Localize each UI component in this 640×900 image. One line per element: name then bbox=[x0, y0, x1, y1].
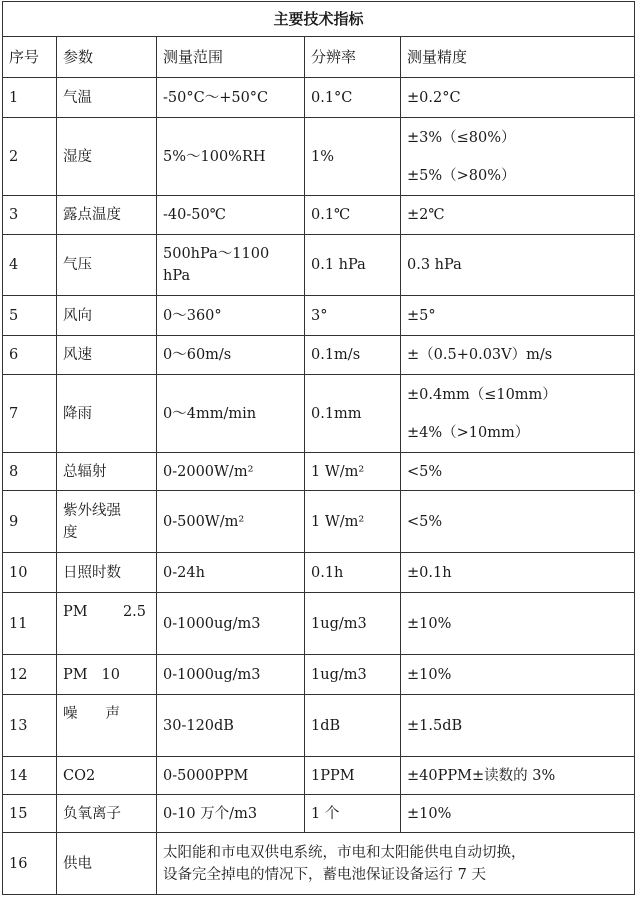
table-row bbox=[3, 695, 635, 757]
row-param: 露点温度 bbox=[57, 196, 157, 235]
table-row bbox=[3, 593, 635, 655]
row-resolution: 0.1℃ bbox=[305, 196, 401, 235]
row-resolution: 0.1h bbox=[305, 553, 401, 593]
row-accuracy: ±10% bbox=[401, 795, 635, 833]
row-accuracy: ±5° bbox=[401, 296, 635, 336]
row-range: 5%～100%RH bbox=[157, 118, 305, 196]
row-no: 8 bbox=[3, 453, 57, 491]
row-param: 降雨 bbox=[57, 375, 157, 453]
row-range: 0-10 万个/m3 bbox=[157, 795, 305, 833]
power-line: 设备完全掉电的情况下，蓄电池保证设备运行 7 天 bbox=[163, 866, 486, 883]
row-accuracy bbox=[401, 118, 635, 196]
row-range: 0～360° bbox=[157, 296, 305, 336]
row-no: 6 bbox=[3, 336, 57, 375]
row-resolution: 1dB bbox=[305, 695, 401, 757]
row-range: 0-24h bbox=[157, 553, 305, 593]
table-row bbox=[3, 118, 635, 196]
row-accuracy: ±40PPM±读数的 3% bbox=[401, 757, 635, 795]
row-param: 气压 bbox=[57, 235, 157, 296]
row-param: 风速 bbox=[57, 336, 157, 375]
row-resolution: 0.1 hPa bbox=[305, 235, 401, 296]
row-no: 10 bbox=[3, 553, 57, 593]
row-resolution: 0.1°C bbox=[305, 78, 401, 118]
header-range: 测量范围 bbox=[157, 37, 305, 78]
row-resolution: 1 个 bbox=[305, 795, 401, 833]
row-no: 2 bbox=[3, 118, 57, 196]
table-row bbox=[3, 235, 635, 296]
range-line: hPa bbox=[163, 268, 191, 284]
row-accuracy: 0.3 hPa bbox=[401, 235, 635, 296]
header-no: 序号 bbox=[3, 37, 57, 78]
row-no: 11 bbox=[3, 593, 57, 655]
table-row bbox=[3, 757, 635, 795]
table-row bbox=[3, 491, 635, 553]
param-part: 声 bbox=[105, 706, 120, 722]
param-part: 10 bbox=[101, 666, 120, 683]
row-param: CO2 bbox=[57, 757, 157, 795]
row-resolution: 1 W/m² bbox=[305, 453, 401, 491]
row-no: 12 bbox=[3, 655, 57, 695]
row-param: 气温 bbox=[57, 78, 157, 118]
param-line: 紫外线强 bbox=[63, 502, 121, 519]
row-param: 湿度 bbox=[57, 118, 157, 196]
row-accuracy: ±2℃ bbox=[401, 196, 635, 235]
table-title: 主要技术指标 bbox=[3, 2, 635, 37]
row-accuracy: <5% bbox=[401, 491, 635, 553]
table-row bbox=[3, 553, 635, 593]
row-accuracy: ±1.5dB bbox=[401, 695, 635, 757]
row-param: 供电 bbox=[57, 833, 157, 895]
row-range: 0-2000W/m² bbox=[157, 453, 305, 491]
param-part: PM bbox=[63, 666, 88, 683]
accuracy-line: ±0.4mm（≤10mm） bbox=[407, 386, 557, 403]
table-row bbox=[3, 655, 635, 695]
row-range: 0～60m/s bbox=[157, 336, 305, 375]
row-param: 日照时数 bbox=[57, 553, 157, 593]
row-no: 13 bbox=[3, 695, 57, 757]
row-range: 0-5000PPM bbox=[157, 757, 305, 795]
header-accuracy: 测量精度 bbox=[401, 37, 635, 78]
row-no: 9 bbox=[3, 491, 57, 553]
row-accuracy: <5% bbox=[401, 453, 635, 491]
header-row bbox=[3, 37, 635, 78]
row-resolution: 0.1m/s bbox=[305, 336, 401, 375]
row-range: 0-500W/m² bbox=[157, 491, 305, 553]
accuracy-line: ±3%（≤80%） bbox=[407, 129, 516, 146]
row-range: 0-1000ug/m3 bbox=[157, 593, 305, 655]
row-param bbox=[57, 655, 157, 695]
row-accuracy: ±（0.5+0.03V）m/s bbox=[401, 336, 635, 375]
row-resolution: 0.1mm bbox=[305, 375, 401, 453]
param-part: PM bbox=[63, 604, 88, 620]
param-part: 2.5 bbox=[122, 604, 146, 620]
row-param: 总辐射 bbox=[57, 453, 157, 491]
row-no: 7 bbox=[3, 375, 57, 453]
table-row bbox=[3, 833, 635, 895]
table-row bbox=[3, 375, 635, 453]
row-param bbox=[57, 695, 157, 757]
row-accuracy: ±10% bbox=[401, 655, 635, 695]
row-resolution: 1ug/m3 bbox=[305, 593, 401, 655]
row-accuracy: ±10% bbox=[401, 593, 635, 655]
range-line: 500hPa～1100 bbox=[163, 246, 270, 262]
header-resolution: 分辨率 bbox=[305, 37, 401, 78]
table-row bbox=[3, 453, 635, 491]
row-range: 0～4mm/min bbox=[157, 375, 305, 453]
row-param bbox=[57, 593, 157, 655]
title-row bbox=[3, 2, 635, 37]
row-no: 1 bbox=[3, 78, 57, 118]
row-range bbox=[157, 235, 305, 296]
row-resolution: 3° bbox=[305, 296, 401, 336]
row-resolution: 1PPM bbox=[305, 757, 401, 795]
header-param: 参数 bbox=[57, 37, 157, 78]
table-row bbox=[3, 196, 635, 235]
table-row bbox=[3, 296, 635, 336]
spec-table bbox=[2, 1, 635, 895]
power-line: 太阳能和市电双供电系统，市电和太阳能供电自动切换， bbox=[163, 844, 526, 861]
row-accuracy: ±0.2°C bbox=[401, 78, 635, 118]
row-resolution: 1 W/m² bbox=[305, 491, 401, 553]
power-description bbox=[157, 833, 635, 895]
row-no: 15 bbox=[3, 795, 57, 833]
row-resolution: 1ug/m3 bbox=[305, 655, 401, 695]
row-no: 3 bbox=[3, 196, 57, 235]
row-no: 16 bbox=[3, 833, 57, 895]
row-range: -40-50℃ bbox=[157, 196, 305, 235]
row-range: 30-120dB bbox=[157, 695, 305, 757]
row-accuracy bbox=[401, 375, 635, 453]
param-part: 噪 bbox=[63, 706, 78, 722]
row-range: 0-1000ug/m3 bbox=[157, 655, 305, 695]
row-accuracy: ±0.1h bbox=[401, 553, 635, 593]
row-no: 4 bbox=[3, 235, 57, 296]
row-param: 负氧离子 bbox=[57, 795, 157, 833]
row-resolution: 1% bbox=[305, 118, 401, 196]
accuracy-line: ±5%（>80%） bbox=[407, 167, 516, 184]
row-param bbox=[57, 491, 157, 553]
param-line: 度 bbox=[63, 524, 78, 541]
row-param: 风向 bbox=[57, 296, 157, 336]
table-row bbox=[3, 795, 635, 833]
row-no: 14 bbox=[3, 757, 57, 795]
accuracy-line: ±4%（>10mm） bbox=[407, 424, 530, 441]
table-row bbox=[3, 336, 635, 375]
row-no: 5 bbox=[3, 296, 57, 336]
row-range: -50°C～+50°C bbox=[157, 78, 305, 118]
table-row bbox=[3, 78, 635, 118]
